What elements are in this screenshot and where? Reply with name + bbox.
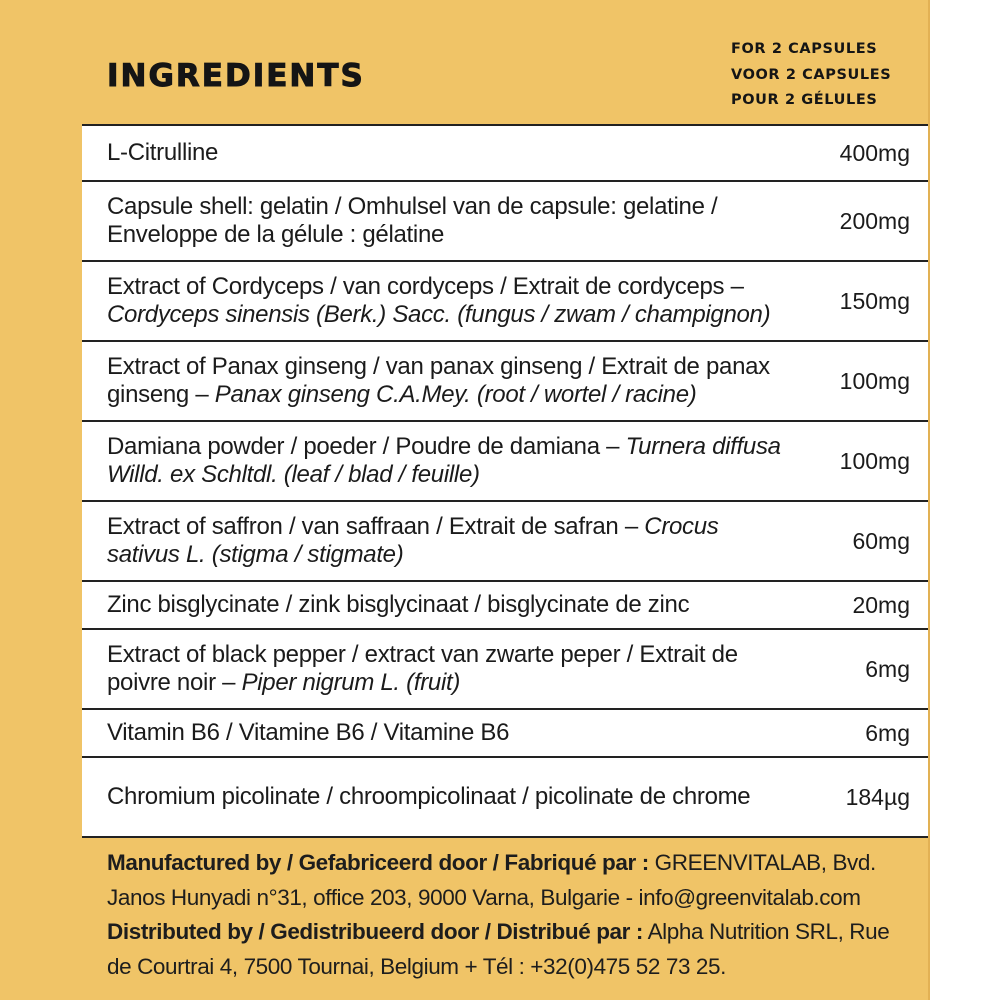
ingredient-row — [82, 125, 928, 181]
ingredient-name-cell — [82, 181, 799, 261]
ingredient-row — [82, 581, 928, 629]
ingredient-row — [82, 261, 928, 341]
ingredient-name-cell — [82, 757, 799, 837]
ingredient-amount: 400mg — [799, 125, 928, 181]
ingredient-name: Extract of Panax ginseng / van panax ginseng / Extrait de panax ginseng — [107, 353, 770, 408]
ingredient-name-cell — [82, 501, 799, 581]
serving-size-en: FOR 2 CAPSULES — [731, 41, 878, 57]
ingredient-name: Damiana powder / poeder / Poudre de damiana — [107, 433, 600, 460]
ingredient-name: L-Citrulline — [107, 139, 219, 166]
ingredient-amount: 60mg — [799, 501, 928, 581]
serving-size-nl: VOOR 2 CAPSULES — [731, 66, 892, 83]
ingredient-name-cell — [82, 709, 799, 757]
ingredient-amount: 184µg — [799, 757, 928, 837]
ingredient-name: Extract of black pepper / extract van zwarte peper / Extrait de poivre noir — [107, 641, 738, 696]
ingredient-separator: – — [215, 669, 242, 696]
ingredient-latin-name: Turnera diffusa Willd. ex Schltdl. (leaf / blad / feuille) — [107, 433, 781, 488]
ingredient-row — [82, 421, 928, 501]
ingredient-row — [82, 629, 928, 709]
ingredient-row — [82, 757, 928, 837]
ingredient-amount: 150mg — [799, 261, 928, 341]
ingredient-name: Vitamin B6 / Vitamine B6 / Vitamine B6 — [107, 719, 510, 746]
serving-size-fr: POUR 2 GÉLULES — [731, 92, 878, 108]
ingredient-amount: 6mg — [799, 709, 928, 757]
ingredient-name: Extract of Cordyceps / van cordyceps / Extrait de cordyceps — [107, 273, 725, 300]
ingredients-title: INGREDIENTS — [107, 58, 365, 94]
distributor-text: Alpha Nutrition SRL, Rue de Courtrai 4, 7500 Tournai, Belgium + Tél : +32(0)475 52 73 25. — [107, 919, 890, 979]
ingredient-row — [82, 709, 928, 757]
ingredient-amount: 6mg — [799, 629, 928, 709]
ingredient-latin-name: Panax ginseng C.A.Mey. (root / wortel / racine) — [214, 381, 697, 408]
ingredient-amount: 200mg — [799, 181, 928, 261]
ingredient-row — [82, 181, 928, 261]
manufacturer-text: GREENVITALAB, Bvd. Janos Hunyadi n°31, office 203, 9000 Varna, Bulgarie - info@greenvitalab.com — [107, 850, 876, 910]
ingredient-separator: – — [618, 513, 645, 540]
ingredient-row — [82, 501, 928, 581]
ingredient-name: Chromium picolinate / chroompicolinaat / picolinate de chrome — [107, 783, 751, 810]
ingredient-name: Capsule shell: gelatin / Omhulsel van de capsule: gelatine / Enveloppe de la gélule : gélatine — [107, 193, 718, 248]
company-info — [107, 846, 907, 984]
ingredient-separator: – — [188, 381, 215, 408]
ingredient-separator: – — [599, 433, 626, 460]
ingredient-separator: – — [724, 273, 744, 300]
ingredient-latin-name: Crocus sativus L. (stigma / stigmate) — [107, 513, 719, 568]
distributor-info — [107, 915, 907, 984]
ingredient-name-cell — [82, 581, 799, 629]
ingredient-name-cell — [82, 629, 799, 709]
ingredient-name: Extract of saffron / van saffraan / Extrait de safran — [107, 513, 619, 540]
ingredient-latin-name: Cordyceps sinensis (Berk.) Sacc. (fungus / zwam / champignon) — [107, 301, 771, 328]
ingredient-name-cell — [82, 341, 799, 421]
ingredient-row — [82, 341, 928, 421]
ingredient-name-cell — [82, 261, 799, 341]
ingredient-name-cell — [82, 421, 799, 501]
ingredient-amount: 100mg — [799, 421, 928, 501]
ingredients-table — [82, 124, 928, 838]
ingredient-amount: 100mg — [799, 341, 928, 421]
ingredient-name-cell — [82, 125, 799, 181]
ingredient-name: Zinc bisglycinate / zink bisglycinaat / bisglycinate de zinc — [107, 591, 690, 618]
manufacturer-label: Manufactured by / Gefabriceerd door / Fabriqué par : — [107, 850, 649, 875]
ingredient-amount: 20mg — [799, 581, 928, 629]
ingredient-latin-name: Piper nigrum L. (fruit) — [241, 669, 461, 696]
manufacturer-info — [107, 846, 907, 915]
distributor-label: Distributed by / Gedistribueerd door / Distribué par : — [107, 919, 643, 944]
serving-size-block — [731, 37, 891, 114]
